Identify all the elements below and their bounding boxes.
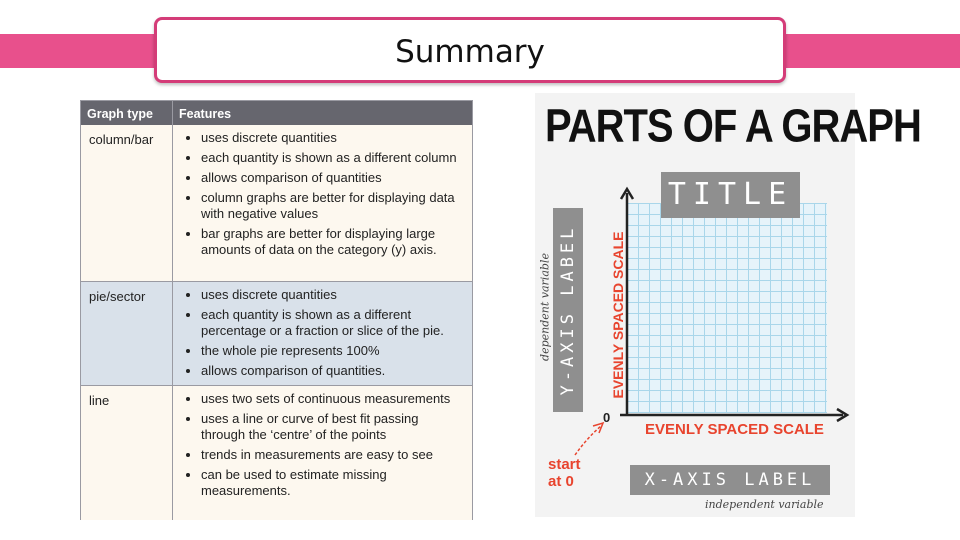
- list-item: • trends in measurements are easy to see: [201, 447, 466, 463]
- table-row: [81, 385, 472, 520]
- slide-title: Summary: [395, 34, 545, 70]
- list-item: • uses discrete quantities: [201, 130, 466, 146]
- table-row: [81, 125, 472, 281]
- start-note-line: start: [548, 456, 581, 473]
- graph-types-table: [80, 100, 473, 520]
- independent-variable-note: independent variable: [705, 498, 824, 511]
- list-item: • uses two sets of continuous measurements: [201, 391, 466, 407]
- y-axis-label-box: [553, 208, 583, 412]
- graph-title-box: TITLE: [661, 172, 800, 218]
- y-axis-label: Y-AXIS LABEL: [558, 224, 578, 396]
- header-features: Features: [179, 107, 232, 121]
- origin-zero: 0: [603, 410, 611, 425]
- title-box: [154, 17, 786, 83]
- x-axis-label: X-AXIS LABEL: [630, 465, 830, 495]
- features-list: [173, 130, 466, 258]
- features-list: [173, 287, 466, 379]
- axes-illustration: [535, 93, 921, 517]
- start-arrow: [575, 426, 601, 455]
- table-header: [81, 101, 472, 125]
- poster-heading: PARTS OF A GRAPH: [545, 101, 921, 152]
- dependent-variable-note: dependent variable: [538, 253, 552, 361]
- parts-of-graph-poster: [535, 93, 921, 517]
- graph-type-cell: line: [81, 386, 173, 520]
- list-item: • each quantity is shown as a different percentage or a fraction or slice of the pie.: [201, 307, 466, 339]
- list-item: • uses a line or curve of best fit passing through the ‘centre’ of the points: [201, 411, 466, 443]
- start-note-line: at 0: [548, 473, 574, 490]
- features-list: [173, 391, 466, 499]
- x-scale-label: EVENLY SPACED SCALE: [645, 421, 824, 438]
- list-item: • each quantity is shown as a different column: [201, 150, 466, 166]
- start-at-zero-note: [548, 456, 581, 490]
- list-item: • uses discrete quantities: [201, 287, 466, 303]
- list-item: • allows comparison of quantities.: [201, 363, 466, 379]
- graph-type-cell: pie/sector: [81, 282, 173, 385]
- table-row: [81, 281, 472, 385]
- list-item: • column graphs are better for displaying data with negative values: [201, 190, 466, 222]
- list-item: • can be used to estimate missing measurements.: [201, 467, 466, 499]
- y-scale-label: EVENLY SPACED SCALE: [610, 231, 626, 399]
- list-item: • allows comparison of quantities: [201, 170, 466, 186]
- header-graph-type: Graph type: [81, 101, 173, 125]
- list-item: • the whole pie represents 100%: [201, 343, 466, 359]
- list-item: • bar graphs are better for displaying large amounts of data on the category (y) axis.: [201, 226, 466, 258]
- graph-type-cell: column/bar: [81, 125, 173, 281]
